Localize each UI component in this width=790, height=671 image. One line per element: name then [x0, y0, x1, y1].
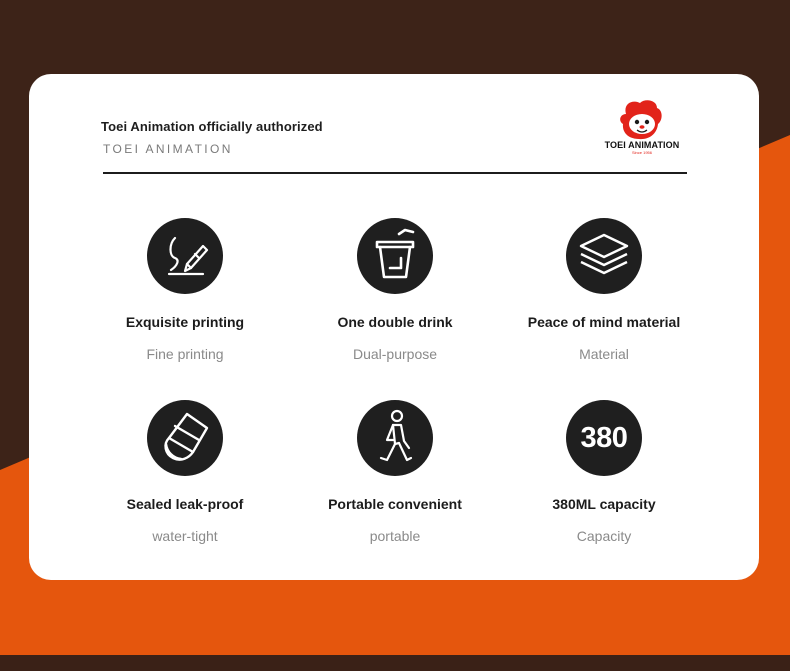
- capacity-number-icon: [566, 400, 642, 476]
- logo-text: TOEI ANIMATION: [604, 140, 680, 150]
- logo-mascot-icon: [599, 98, 685, 142]
- icon-circle: [566, 218, 642, 294]
- logo-since: Since 1956: [631, 150, 652, 155]
- layers-icon: [566, 218, 642, 294]
- icon-circle: [147, 218, 223, 294]
- feature-title: Sealed leak-proof: [126, 496, 244, 512]
- icon-circle: [357, 400, 433, 476]
- feature-title: Exquisite printing: [125, 314, 245, 330]
- icon-circle: [147, 400, 223, 476]
- feature-subtitle: Dual-purpose: [352, 346, 438, 362]
- feature-title: Peace of mind material: [527, 314, 681, 330]
- feature-subtitle: Fine printing: [146, 346, 224, 362]
- header-subtitle: TOEI ANIMATION: [103, 142, 233, 156]
- walking-person-icon: [357, 400, 433, 476]
- capacity-number: 380: [580, 422, 628, 454]
- feature-card: [29, 74, 759, 580]
- toei-animation-logo: [599, 98, 685, 156]
- background-bottom-band: [0, 655, 790, 671]
- feature-subtitle: water-tight: [152, 528, 218, 544]
- feature-title: 380ML capacity: [552, 496, 656, 512]
- icon-circle: [357, 218, 433, 294]
- cup-icon: [357, 218, 433, 294]
- feature-subtitle: portable: [369, 528, 421, 544]
- feature-subtitle: Material: [579, 346, 629, 362]
- feature-subtitle: Capacity: [576, 528, 632, 544]
- header-divider: [103, 172, 687, 174]
- header-title: Toei Animation officially authorized: [101, 119, 323, 134]
- feature-title: One double drink: [337, 314, 453, 330]
- feature-title: Portable convenient: [328, 496, 462, 512]
- pen-writing-icon: [147, 218, 223, 294]
- sealed-cup-icon: [147, 400, 223, 476]
